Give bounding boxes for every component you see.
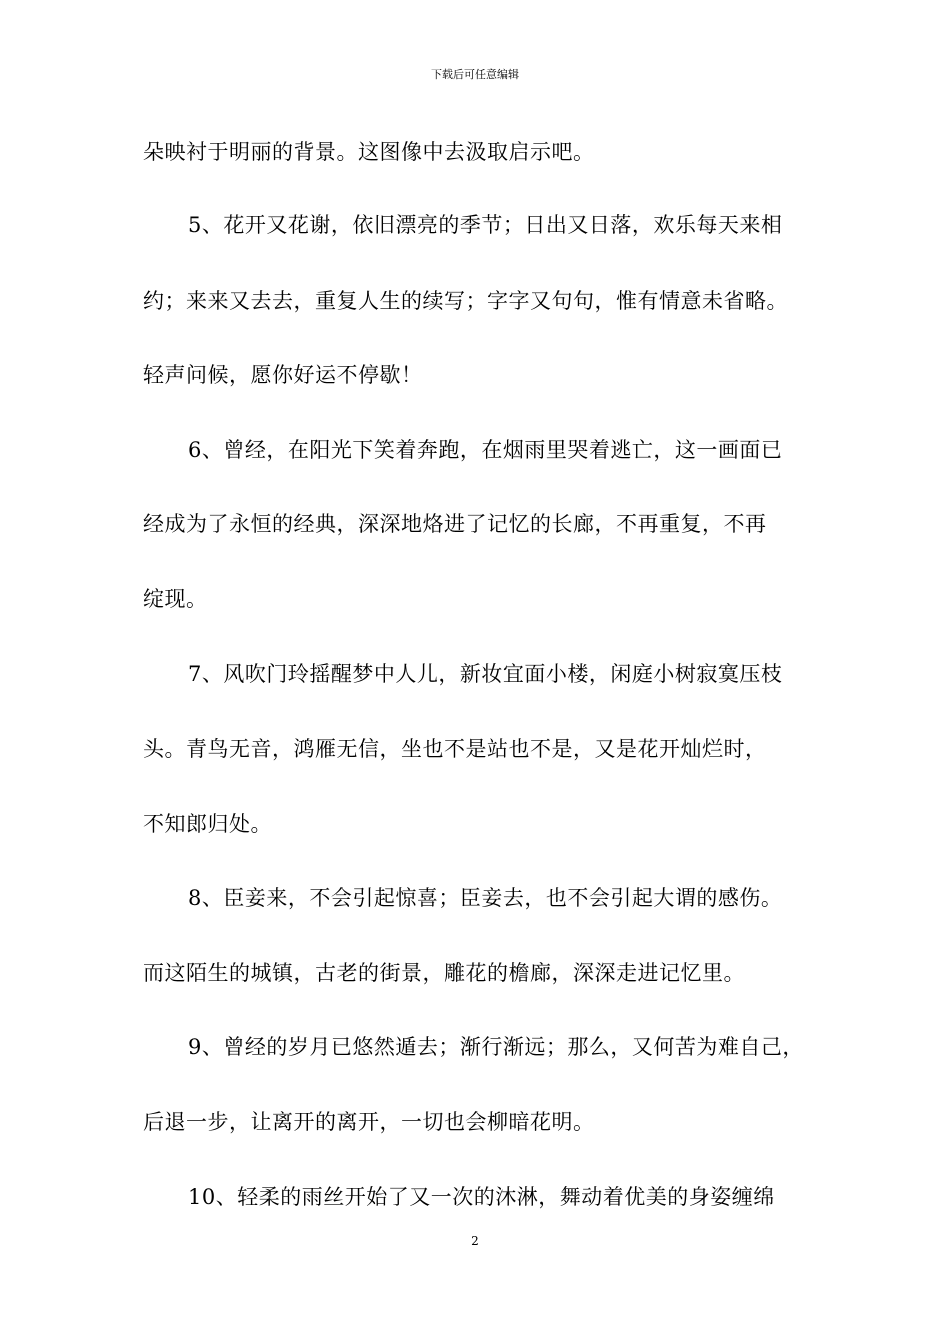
paragraph-start-line: 7、风吹门玲摇醒梦中人儿，新妆宜面小楼，闲庭小树寂寞压枝 bbox=[188, 662, 783, 686]
text-line: 经成为了永恒的经典，深深地烙进了记忆的长廊，不再重复，不再 bbox=[143, 512, 767, 536]
paragraph-start-line: 5、花开又花谢，依旧漂亮的季节；日出又日落，欢乐每天来相 bbox=[188, 213, 783, 237]
text-line: 后退一步，让离开的离开，一切也会柳暗花明。 bbox=[143, 1110, 595, 1134]
text-line: 不知郎归处。 bbox=[143, 812, 272, 836]
text-line: 头。青鸟无音，鸿雁无信，坐也不是站也不是，又是花开灿烂时， bbox=[143, 737, 767, 761]
text-line: 约；来来又去去，重复人生的续写；字字又句句，惟有情意未省略。 bbox=[143, 289, 788, 313]
paragraph-start-line: 8、臣妾来，不会引起惊喜；臣妾去，也不会引起大谓的感伤。 bbox=[188, 886, 783, 910]
page-number: 2 bbox=[471, 1234, 479, 1248]
text-line: 朵映衬于明丽的背景。这图像中去汲取启示吧。 bbox=[143, 140, 595, 164]
text-line: 绽现。 bbox=[143, 587, 208, 611]
paragraph-start-line: 6、曾经，在阳光下笑着奔跑，在烟雨里哭着逃亡，这一画面已 bbox=[188, 438, 783, 462]
text-line: 而这陌生的城镇，古老的街景，雕花的檐廊，深深走进记忆里。 bbox=[143, 961, 745, 985]
paragraph-start-line: 9、曾经的岁月已悠然遁去；渐行渐远；那么，又何苦为难自己， bbox=[188, 1035, 804, 1059]
paragraph-start-line: 10、轻柔的雨丝开始了又一次的沐淋，舞动着优美的身姿缠绵 bbox=[188, 1185, 775, 1209]
text-line: 轻声问候，愿你好运不停歇！ bbox=[143, 363, 423, 387]
page-header: 下载后可任意编辑 bbox=[431, 68, 519, 81]
